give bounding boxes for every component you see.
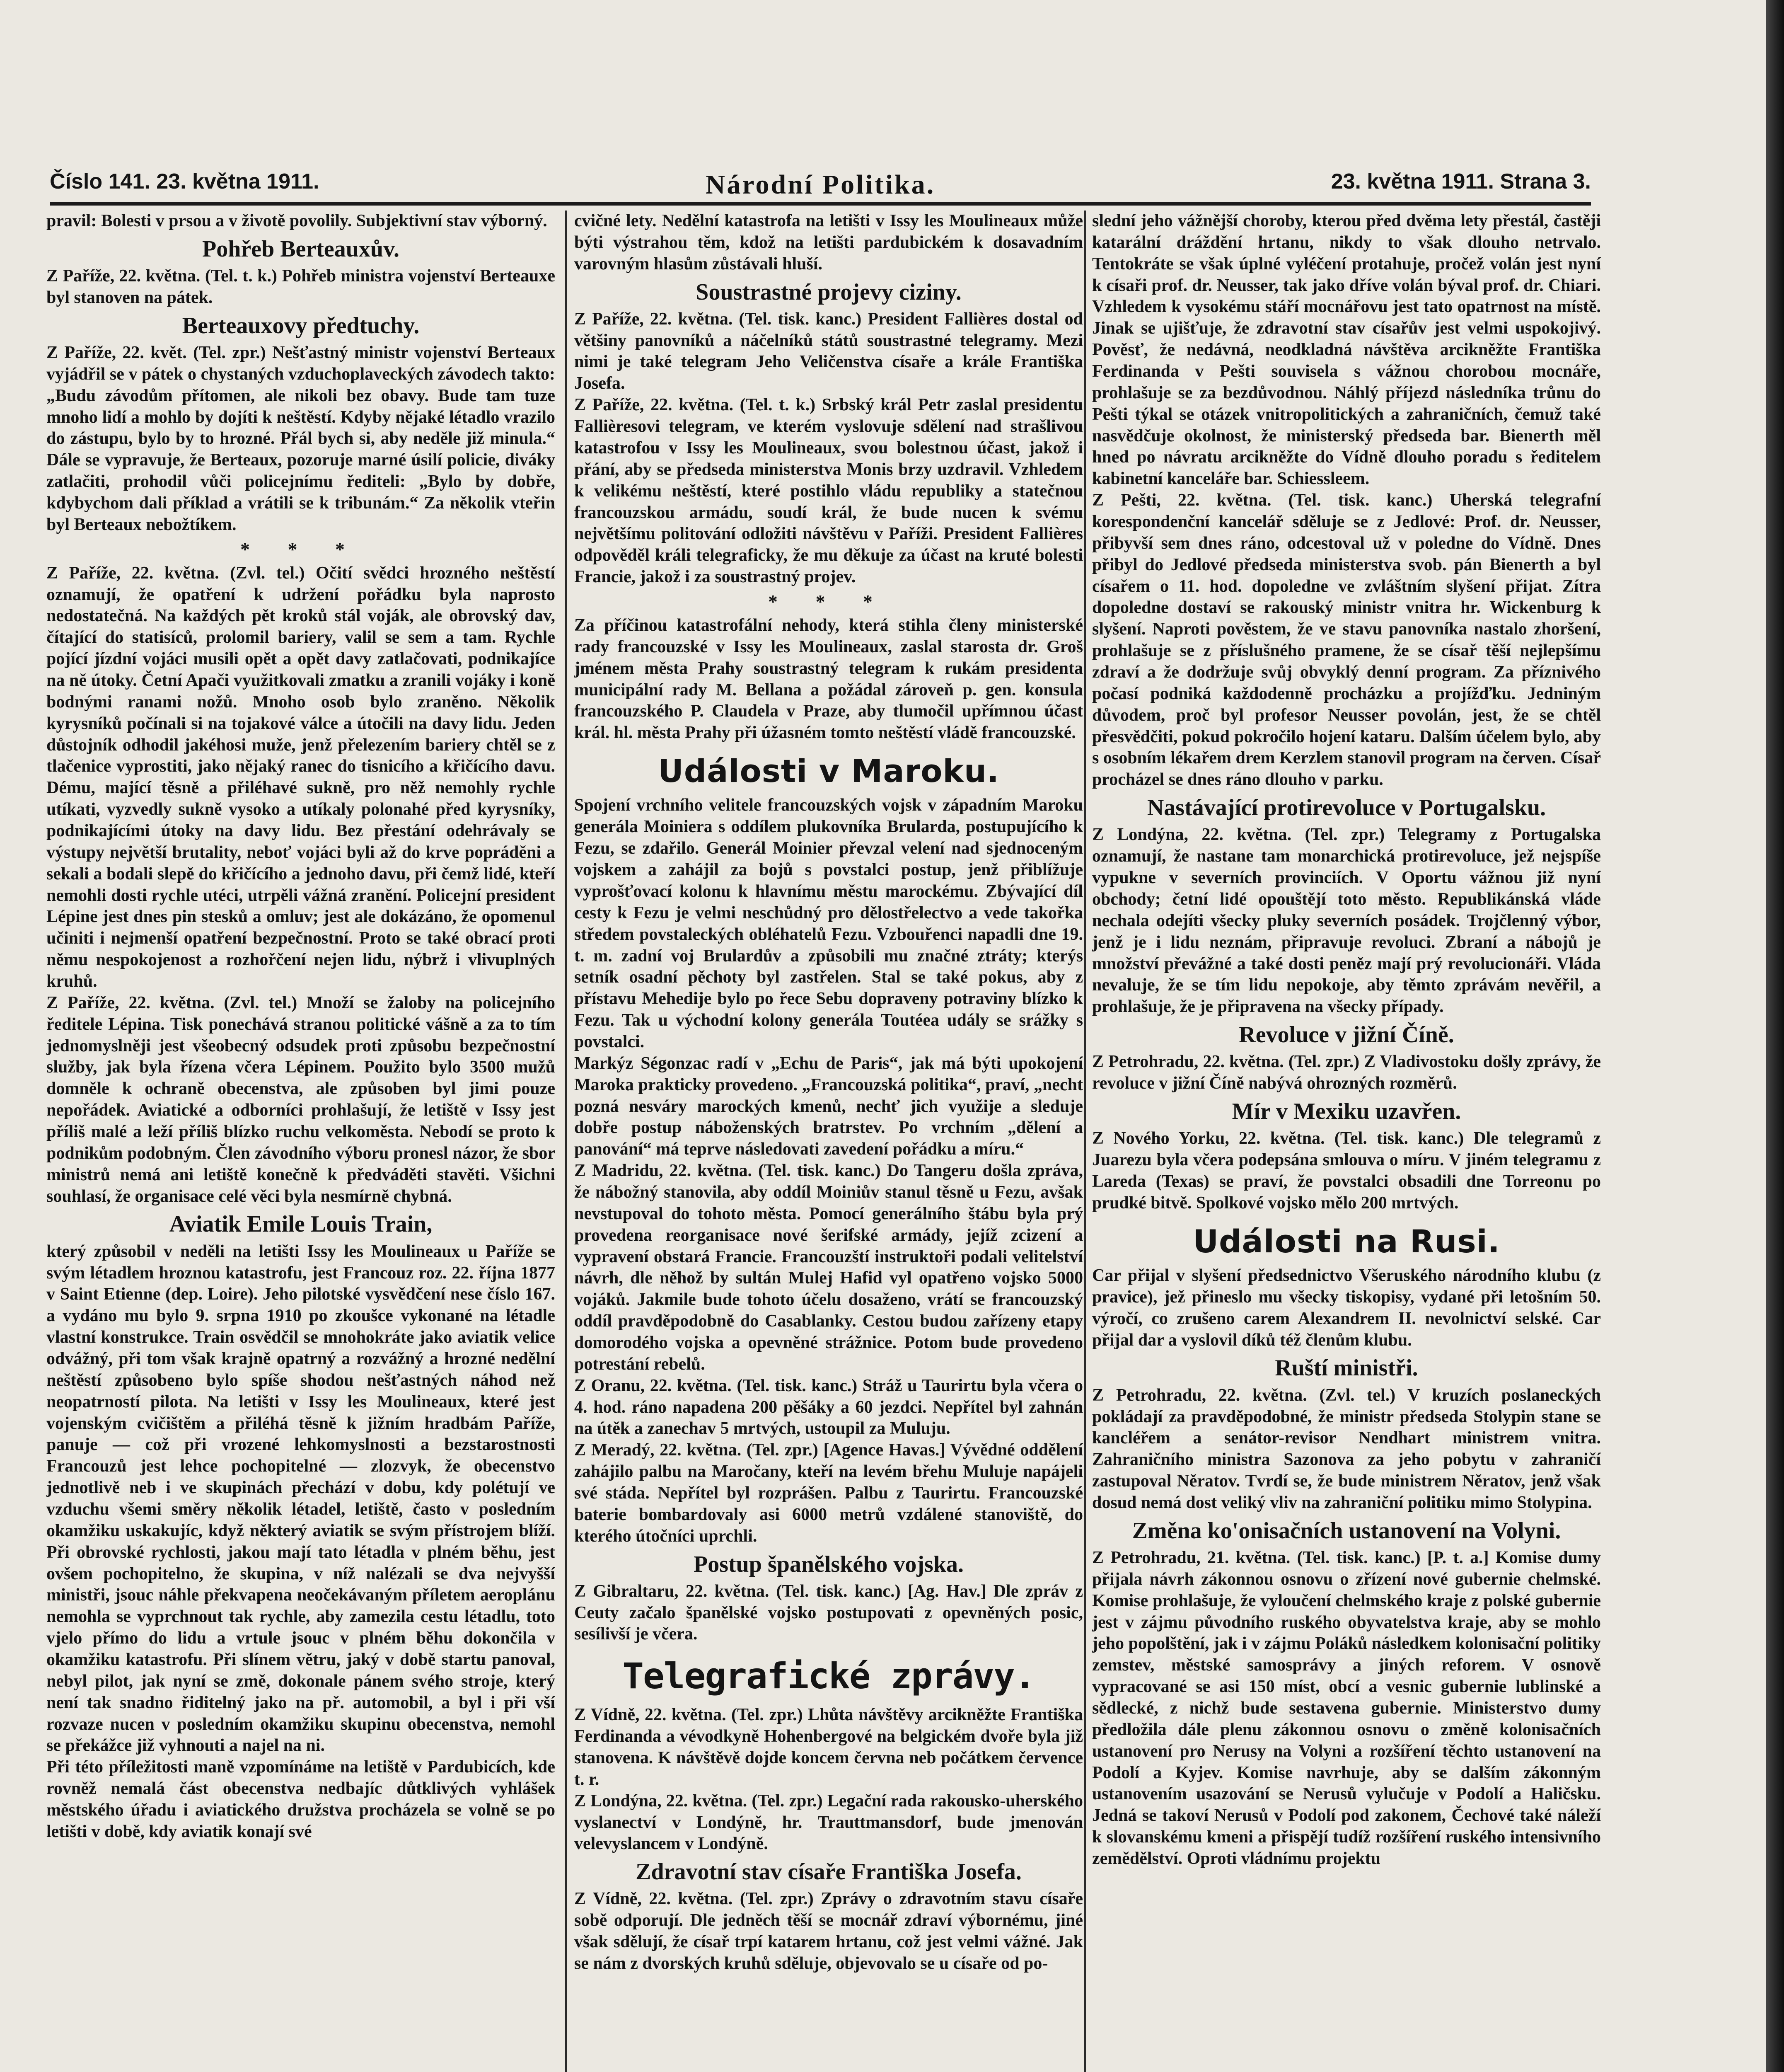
article-paragraph: Za příčinou katastrofální nehody, která stihla členy ministerské rady francouzské v Issy les Moulineaux, zaslal starosta dr. Groš jménem města Prahy soustrastný telegram k rukám presidenta municipální rady M. Bellana a požádal zároveň p. gen. konsula francouzského P. Claudela v Praze, aby tlumočil upřímnou účast král. hl. města Prahy při úžasném tomto neštěstí vládě francouzské. [574,615,1083,743]
article-paragraph: Z Vídně, 22. května. (Tel. zpr.) Lhůta návštěvy arcikněžte Františka Ferdinanda a vévodkyně Hohenbergové na belgickém dvoře byla již stanovena. K návštěvě dojde koncem června neb počátkem července t. r. [574,1705,1083,1789]
article-paragraph: Z Paříže, 22. května. (Tel. t. k.) Srbský král Petr zaslal presidentu Fallièresovi telegram, ve kterém vyslovuje sdělení nad strašlivou katastrofou v Issy les Moulineaux, svou bolestnou účast, jakož i přání, aby se předseda ministerstva Monis brzy uzdravil. Vzhledem k velikému neštěstí, které postihlo vládu republiky a statečnou francouzskou armádu, soudí král, že bude nucen k svému největšímu politování odložiti návštěvu v Paříži. President Fallières odpověděl králi telegraficky, že mu děkuje za účast na kruté bolesti Francie, jakož i za soustrastný projev. [574,395,1083,587]
article-paragraph: Z Gibraltaru, 22. května. (Tel. tisk. kanc.) [Ag. Hav.] Dle zpráv z Ceuty začalo španělské vojsko postupovati z opevněných posic, sesílivší je včera. [574,1581,1083,1644]
article-paragraph: Z Vídně, 22. května. (Tel. zpr.) Zprávy o zdravotním stavu císaře sobě odporují. Dle jedněch těší se mocnář zdraví výbornému, jiné však sdělují, že císař trpí katarem hrtanu, což jest velmi vážné. Jak se nám z dvorských kruhů sděluje, objevovalo se u císaře od po- [574,1889,1083,1973]
article-paragraph: slední jeho vážnější choroby, kterou před dvěma lety přestál, častěji katarální dráždění hrtanu, nikdy to však dlouho netrvalo. Tentokráte se však úplné vyléčení protahuje, pročež volán jest nyní k císaři prof. dr. Neusser, tak jako dříve volán býval prof. dr. Chiari. Vzhledem k vysokému stáří mocnářovu jest tato opatrnost na místě. Jinak se ujišťuje, že zdravotní stav císařův jest velmi uspokojivý. Pověsť, že nedávná, neodkladná návštěva arcikněžte Františka Ferdinanda v Pešti souvisela s vážnou chorobou mocnáře, prohlašuje se za bezdůvodnou. Náhlý příjezd následníka trůnu do Pešti týkal se otázek vnitropolitických a zahraničních, čemuž také nasvědčuje okolnost, že ministerský předseda bar. Bienerth měl hned po návratu arcikněžte do Vídně dlouho poradu s ředitelem kabinetní kanceláře bar. Schiessleem. [1092,211,1601,489]
section-headline: Události v Maroku. [658,753,999,790]
article-headline: Mír v Mexiku uzavřen. [1232,1099,1461,1125]
section-divider: * * * [240,538,361,560]
article-headline: Nastávající protirevoluce v Portugalsku. [1147,795,1546,821]
article-paragraph: Z Nového Yorku, 22. května. (Tel. tisk. kanc.) Dle telegramů z Juarezu byla včera podepsána smlouva o míru. V jiném telegramu z Lareda (Texas) se praví, že povstalci obsadili dne Torreonu po prudké bitvě. Spolkové vojsko mělo 200 mrtvých. [1092,1129,1601,1213]
article-paragraph: Z Petrohradu, 22. května. (Zvl. tel.) V kruzích poslaneckých pokládají za pravděpodobné, že ministr předseda Stolypin stane se kancléřem a senátor-revisor Nendhart ministrem vnitra. Zahraničního ministra Sazonova za jeho pobytu v zahraničí zastupoval Něratov. Tvrdí se, že bude ministrem Něratov, jenž však dosud nemá dost veliký vliv na zahraniční politiku mimo Stolypina. [1092,1385,1601,1512]
article-paragraph: Z Pešti, 22. května. (Tel. tisk. kanc.) Uherská telegrafní korespondenční kancelář sděluje se z Jedlové: Prof. dr. Neusser, přibyvší sem dnes ráno, odcestoval už v poledne do Vídně. Dnes přibyl do Jedlové předseda ministerstva svob. pán Bienerth a byl císařem o 11. hod. dopoledne ve zvláštním slyšení přijat. Zítra dopoledne dostaví se rakouský ministr vnitra hr. Wickenburg k slyšení. Naproti pověstem, že ve stavu panovníka nastalo zhoršení, prohlašuje se z příslušného pramene, že se císař těší nejlepšímu zdraví a že dodržuje svůj obvyklý denní program. Za příznivého počasí podniká každodenně procházku a projížďku. Jedniným důvodem, proč byl profesor Neusser povolán, jest, že se chtěl přesvědčiti, pokud pokročilo hojení kataru. Dalším účelem bylo, aby s osobním lékařem drem Kerzlem stanovil program na červen. Císař procházel se dnes ráno dlouho v parku. [1092,491,1601,789]
article-paragraph: Z Londýna, 22. května. (Tel. zpr.) Telegramy z Portugalska oznamují, že nastane tam monarchická protirevoluce, jež nejspíše vypukne v severních provinciích. V Oportu vážnou již nyní obchody; četní lidé opouštějí toto město. Republikánská vláde nechala odejíti všecky pluky severních posádek. Trojčlenný výbor, jenž je i lidu neznám, připravuje revoluci. Zbraní a nábojů je množství převážné a také dosti peněz mají prý revolucionáři. Vláda nevaluje, že se tím lidu nepokoje, aby těmto zprávám nevěřil, a prohlašuje, že je připravena na všecky případy. [1092,825,1601,1017]
article-paragraph: Z Petrohradu, 21. května. (Tel. tisk. kanc.) [P. t. a.] Komise dumy přijala návrh zákonnou osnovu o zřízení nové gubernie chelmské. Komise prohlašuje, že vyloučení chelmského kraje z polské gubernie jest v zájmu původního ruského obyvatelstva kraje, aby se mohlo jeho popolštění, jak i v zájmu Poláků následkem kolonisační politiky zemstev, městské samosprávy a jiných reforem. V osnově vypracované se asi 150 míst, obcí a vesnic gubernie lublinské a sědlecké, z nichž bude sestavena gubernie. Ministerstvo dumy předložila dále plenu zákonnou osnovu o změně kolonisačních ustanovení pro Nerusy na Volyni a rozšíření těchto ustanovení na Podolí a Kyjev. Komise navrhuje, aby se dalším zákonným ustanovením usazování se Nerusů vylučuje v Podolí a Haličsku. Jedná se takoví Nerusů v Podolí pod zakonem, Čechové také náleží k slovanskému kmeni a přispějí tudíž rozšíření ruského intensivního zemědělství. Oproti vládnímu projektu [1092,1548,1601,1869]
article-headline: Aviatik Emile Louis Train, [169,1211,433,1237]
article-paragraph: Z Oranu, 22. května. (Tel. tisk. kanc.) Stráž u Taurirtu byla včera o 4. hod. ráno napadena 200 pěšáky a 60 jezdci. Nepřítel byl zahnán na útěk a zanechav 5 mrtvých, ustoupil za Muluju. [574,1376,1083,1438]
section-headline: Události na Rusi. [1193,1222,1500,1260]
article-headline: Berteauxovy předtuchy. [182,312,420,339]
article-paragraph: Z Paříže, 22. května. (Zvl. tel.) Množí se žaloby na policejního ředitele Lépina. Tisk ponechává stranou politické vášně a za to tím jednomyslněji jest všeobecný odsudek proti způsobu bezpečnostní služby, jak byla řízena včera Lépinem. Použito bylo 3500 mužů domněle k ochraně obecenstva, ale způsoben byl jimi pouze nepořádek. Aviatické a odborníci prohlašují, že letiště v Issy jest příliš malé a leží příliš blízko ruchu velkoměsta. Nebodí se proto k podnikům podobným. Člen závodního výboru pronesl názor, že sbor ministrů nemá ani letiště konečně k předváděti stavěti. Všichni souhlasí, že organisace celé věci byla nesmírně chybná. [46,993,555,1206]
scan-border-right [1766,0,1784,2072]
section-divider: * * * [768,591,889,612]
article-paragraph: který způsobil v neděli na letišti Issy les Moulineaux u Paříže se svým létadlem hroznou katastrofu, jest Francouz roz. 22. října 1877 v Saint Etienne (dep. Loire). Jeho pilotské vysvědčení nese číslo 167. a vydáno mu bylo 9. srpna 1910 po zkoušce vykonané na létadle vlastní konstrukce. Train osvědčil se mnohokráte jako aviatik velice odvážný, při tom však krajně opatrný a rozvážný a hrozné nedělní neštěstí způsobeno bylo spíše shodou nešťastných náhod než neopatrností pilota. Na letišti v Issy les Moulineaux, které jest vojenským cvičištěm a přiléhá těsně k jižním hradbám Paříže, panuje — což při vrozené lehkomyslnosti a bezstarostnosti Francouzů jest lehce pochopitelné — zlozvyk, že obecenstvo jednotlivě neb i ve skupinách přechází v dobu, kdy polétují ve vzduchu všemi směry několik létadel, letiště, často v posledním okamžiku uskakujíc, když některý aviatik se svým přístrojem blíží. Při obrovské rychlosti, jakou mají tato létadla v plném běhu, jest ovšem pochopitelno, že skupina, v níž nalézali se dva nejvyšší ministři, jsouc náhle překvapena neočekávaným příletem aeroplánu nemohla se vyprchnout tak rychle, aby zamezila cestu létadlu, toto vjelo přímo do lidu a vrtule jsouc v plném běhu dokončila v okamžiku katastrofu. Při slínem větru, jaký v době startu panoval, nebyl pilot, jak nyní se změ, dokonale pánem svého stroje, který není tak snadno řiditelný jako na př. automobil, a byl i při vší rozvaze nucen v posledním okamžiku skupinu obecenstva, nemohl se překážce již vyhnouti a najel na ni. [46,1242,555,1755]
column-3 [1092,211,1601,2072]
column-rule [1084,211,1086,2072]
article-paragraph: Z Paříže, 22. květ. (Tel. zpr.) Nešťastný ministr vojenství Berteaux vyjádřil se v pátek o chystaných vzduchoplaveckých závodech takto: „Budu závodům přítomen, ale nikoli bez obavy. Bude tam tuze mnoho lidí a mohlo by dojíti k neštěstí. Kdyby nějaké létadlo vrazilo do zástupu, bylo by to hrozné. Přál bych si, aby neděle již minula.“ Dále se vypravuje, že Berteaux, pozoruje marné úsilí policie, diváky zatlačiti, prohodil vůči policejnímu řediteli: „Bylo by dobře, kdybychom dali příklad a vrátili se k tribunám.“ Za několik vteřin byl Berteaux nebožtíkem. [46,343,555,534]
article-paragraph: Z Madridu, 22. května. (Tel. tisk. kanc.) Do Tangeru došla zpráva, že nábožný stanovila, aby oddíl Moiniův stanul těsně u Fezu, avšak nevstupoval do tohoto města. Pomocí generálního štábu byla prý provedena reorganisace nové šerifské armády, jejíž zcizení a vypravení obstará Francie. Francouzští instruktoři podali velitelství návrh, dle něhož by sultán Mulej Hafid vyl opatřeno vojsko 5000 vojáků. Jakmile bude tohoto účelu dosaženo, vrátí se francouzský oddíl pravděpodobně do Casablanky. Cestou budou zařízeny etapy domorodého vojska a opevněné strážnice. Potom bude provedeno potrestání rebelů. [574,1161,1083,1374]
article-paragraph: Spojení vrchního velitele francouzských vojsk v západním Maroku generála Moiniera s oddílem plukovníka Brularda, postupujícího k Fezu, se zdařilo. Generál Moinier převzal velení nad sjednoceným vojskem a zahájil za bojů s povstalci postup, jenž přiblížuje vyprošťovací kolonu k hlavnímu městu marockému. Zbývající díl cesty k Fezu je velmi neschůdný pro dělostřelectvo a vede takořka středem povstaleckých obléhatelů Fezu. Vzbouřenci napadli dne 19. t. m. zadní voj Brulardův a způsobili mu značné ztráty; kterýs setník osadní pěchoty byl zastřelen. Stal se také pokus, aby z přístavu Mehedije bylo po řece Sebu dopraveny potraviny blízko k Fezu. Tak u východní kolony generála Toutéea udály se srážky s povstalci. [574,796,1083,1051]
article-paragraph: cvičné lety. Nedělní katastrofa na letišti v Issy les Moulineaux může býti výstrahou těm, kdož na letišti pardubickém k dosavadním varovným hlasům zůstávali hluší. [574,211,1083,274]
article-paragraph: Z Meradý, 22. května. (Tel. zpr.) [Agence Havas.] Vývědné oddělení zahájilo palbu na Maročany, kteří na levém břehu Muluje napájeli své stáda. Nepřítel byl rozprášen. Palbu z Taurirtu. Francouzské baterie bombardovaly asi 6000 metrů vzdálené stanoviště, do kterého útočníci uprchli. [574,1440,1083,1546]
page-date-number: 23. května 1911. Strana 3. [1331,169,1591,194]
column-1 [46,211,555,2072]
article-headline: Pohřeb Berteauxův. [202,236,399,262]
masthead-title: Národní Politika. [705,169,936,200]
header-rule [50,202,1591,206]
article-paragraph: pravil: Bolesti v prsou a v životě povolily. Subjektivní stav výborný. [46,211,547,230]
article-paragraph: Z Petrohradu, 22. května. (Tel. zpr.) Z Vladivostoku došly zprávy, že revoluce v jižní Číně nabývá ohrozných rozměrů. [1092,1052,1601,1093]
section-headline: Telegrafické zprávy. [622,1656,1035,1697]
article-headline: Postup španělského vojska. [694,1551,964,1577]
column-2 [574,211,1083,2072]
column-rule [565,211,567,2072]
article-paragraph: Při této příležitosti maně vzpomínáme na letiště v Pardubicích, kde rovněž nemalá část obecenstva nedbajíc důtklivých vyhlášek městského úřadu i aviatického družstva procházela se volně se po letišti v době, kdy aviatik konají své [46,1757,555,1841]
article-paragraph: Z Londýna, 22. května. (Tel. zpr.) Legační rada rakousko-uherského vyslanectví v Londýně, hr. Trauttmansdorf, bude jmenován velevyslancem v Londýně. [574,1791,1083,1854]
page-header [50,169,1591,203]
article-paragraph: Z Paříže, 22. května. (Tel. tisk. kanc.) President Fallières dostal od většiny panovníků a náčelníků států soustrastné telegramy. Mezi nimi je také telegram Jeho Veličenstva císaře a krále Františka Josefa. [574,309,1083,393]
issue-number-date: Číslo 141. 23. května 1911. [50,169,319,194]
article-paragraph: Car přijal v slyšení předsednictvo Všeruského národního klubu (z pravice), jež přineslo mu všecky tiskopisy, vydané při letošním 50. výročí, co zrušeno carem Alexandrem II. nevolnictví selské. Car přijal dar a vyslovil díků též členům klubu. [1092,1266,1601,1350]
article-headline: Ruští ministři. [1275,1355,1418,1381]
article-headline: Soustrastné projevy ciziny. [696,279,962,305]
article-paragraph: Z Paříže, 22. května. (Zvl. tel.) Očití svědci hrozného neštěstí oznamují, že opatření k udržení pořádku byla naprosto nedostatečná. Na každých pět kroků stál voják, ale obrovský dav, čítající do statisíců, prolomil bariery, valil se sem a tam. Rychle pojící jízdní vojáci musili opět a opět davy zatlačovati, podnikajíce na ně útoky. Četní Apači využitkovali zmatku a zranili vojáky i koně bodnými ranami nožů. Mnoho osob bylo zraněno. Několik kyrysníků počínali si na tojakové válce a útočili na davy lidu. Jeden důstojník odhodil jakéhosi muže, jenž přelezením bariery chtěl se z tlačenice vyprostiti, jako nějaký ranec do tisnicího a křičícího davu. Dému, mající těsně a přiléhavé sukně, pro něž nemohly rychle utíkati, vyzvedly sukně vysoko a utíkaly polonahé před kyrysníky, podnikajícími útoky na davy lidu. Bez přestání odehrávaly se výstupy největší brutality, neboť vojáci byli až do krve popráděni a sekali a bodali slepě do křičícího a jednoho davu, při čemž lidé, kteří nemohli dosti rychle utéci, utrpěli vážná zranění. Policejní president Lépine jest dnes pin stesků a omluv; jest ale dokázáno, že opomenul učiniti i nejmenší opatření bezpečnostní. Proto se také obrací proti němu nespokojenost a rozhořčení nejen lidu, nýbrž i vlivuplných kruhů. [46,563,555,991]
article-paragraph: Z Paříže, 22. května. (Tel. t. k.) Pohřeb ministra vojenství Berteauxe byl stanoven na pátek. [46,266,555,307]
article-paragraph: Markýz Ségonzac radí v „Echu de Paris“, jak má býti upokojení Maroka prakticky provedeno. „Francouzská politika“, praví, „necht pozná nesváry marockých kmenů, nechť jich využije a sleduje dobře postup náboženských bratrstev. Po vrchním „dělení a panování“ má teprve následovati zavedení pořádku a míru.“ [574,1053,1083,1159]
article-headline: Revoluce v jižní Číně. [1239,1022,1454,1048]
article-headline: Zdravotní stav císaře Františka Josefa. [636,1859,1022,1885]
article-headline: Změna ko'onisačních ustanovení na Volyni. [1132,1518,1561,1544]
